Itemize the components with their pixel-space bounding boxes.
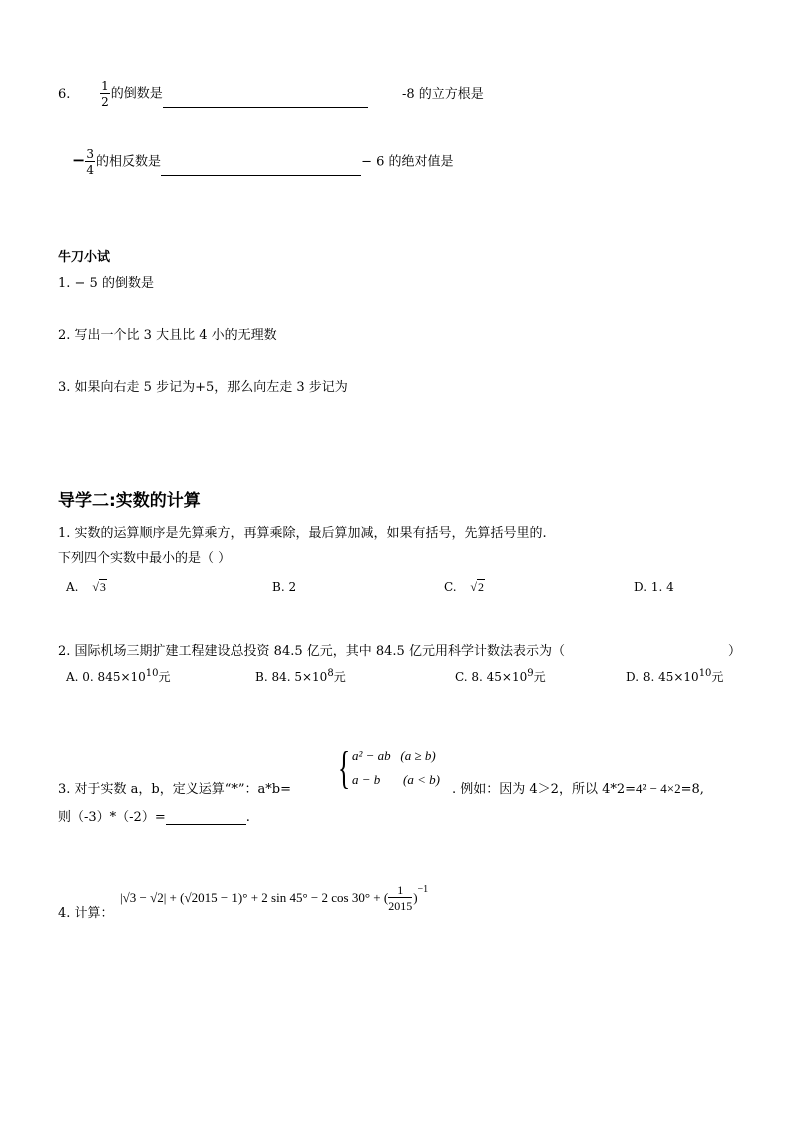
list-item: 3. 如果向右走 5 步记为+5，那么向左走 3 步记为 <box>58 380 348 395</box>
fraction-one-over-2015: $\frac{1}{2015}$ <box>388 883 413 913</box>
q3-prefix: 3. 对于实数 a，b，定义运算“*”：a*b= <box>58 782 291 797</box>
option-d[interactable]: D. 1. 4 <box>634 580 674 594</box>
sqrt-symbol: √3 <box>92 580 106 594</box>
option-d[interactable]: D. 8. $45\times 10^{10}$元 <box>626 668 724 684</box>
option-b[interactable]: B. 2 <box>272 580 297 594</box>
example-expression: 4² − 4×2 <box>636 781 681 796</box>
answer-blank[interactable] <box>161 163 361 176</box>
q1-line1: 1. 实数的运算顺序是先算乘方，再算乘除，最后算加减，如果有括号，先算括号里的. <box>58 526 547 541</box>
q6-text2: -8 的立方根是 <box>401 86 484 102</box>
q6-text3: 的相反数是 <box>96 154 162 170</box>
fraction-three-quarters: $\frac{3}{4}$ <box>86 147 95 177</box>
q6-line1 <box>58 80 484 108</box>
list-item: 1. − 5 的倒数是 <box>58 276 154 291</box>
q4-prefix: 4. 计算： <box>58 906 114 921</box>
q6-line2 <box>72 148 454 176</box>
q3-line2: 则（-3）*（-2）= . <box>58 810 250 825</box>
fraction-one-half: $\frac{1}{2}$ <box>101 79 109 109</box>
answer-blank[interactable] <box>166 812 246 825</box>
q2-text: 2. 国际机场三期扩建工程建设总投资 84.5 亿元，其中 84.5 亿元用科学计数法表示为（ <box>58 644 565 659</box>
section-heading: 导学二:实数的计算 <box>58 491 201 511</box>
piecewise-case-2: a − b (a < b) <box>352 772 440 787</box>
q1-line2: 下列四个实数中最小的是（ ） <box>58 551 232 566</box>
piecewise-brace: { <box>338 742 351 793</box>
q6-text4: − 6 的绝对值是 <box>361 154 454 170</box>
option-b[interactable]: B. 84. $5\times 10^8$元 <box>255 668 346 684</box>
q3-example: . 例如：因为 4＞2，所以 4*2=4² − 4×2=8, <box>452 781 704 797</box>
section-title: 牛刀小试 <box>58 250 111 265</box>
option-c[interactable]: C. 8. $45\times 10^9$元 <box>455 668 546 684</box>
question-number: 6. <box>58 86 71 102</box>
sqrt-symbol: √2 <box>470 580 484 594</box>
list-item: 2. 写出一个比 3 大且比 4 小的无理数 <box>58 328 277 343</box>
q4-expression: |√3 − √2| + (√2015 − 1)° + 2 sin 45° − 2 cos 30° + ( $\frac{1}{2015}$ )$^{-1}$ <box>120 883 429 913</box>
option-a[interactable]: A. 0. $845\times 10^{10}$元 <box>66 668 171 684</box>
option-c[interactable]: C. √2 <box>444 580 484 594</box>
option-a[interactable]: A. √3 <box>66 580 106 594</box>
q6-text1: 的倒数是 <box>110 86 163 102</box>
minus-sign: − <box>72 150 86 170</box>
q2-close-paren: ） <box>728 644 742 659</box>
answer-blank[interactable] <box>163 95 368 108</box>
piecewise-case-1: a² − ab (a ≥ b) <box>352 748 436 763</box>
